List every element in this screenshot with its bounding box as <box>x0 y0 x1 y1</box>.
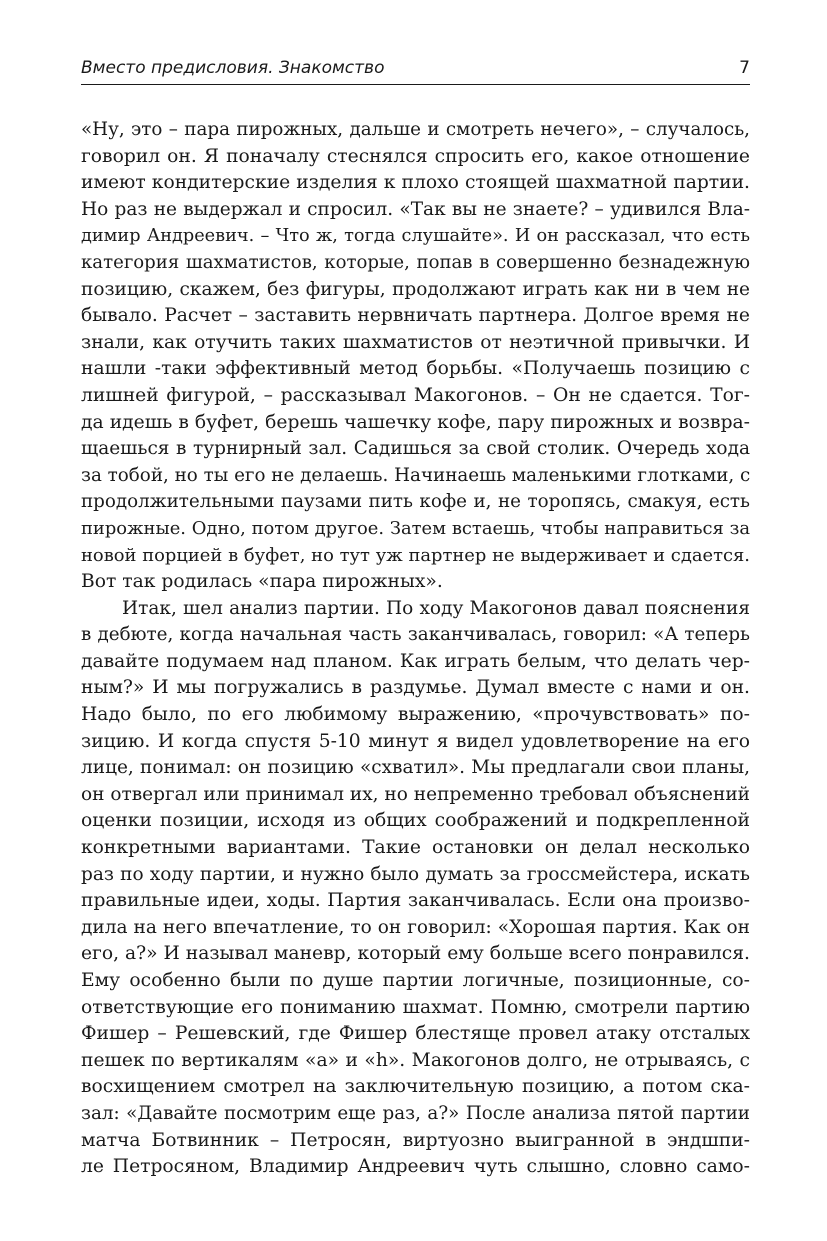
text-line: говорил он. Я поначалу стеснялся спросить его, какое отношение <box>81 145 750 167</box>
text-line: дила на него впечатление, то он говорил: «Хорошая партия. Как он <box>81 916 750 938</box>
text-line: ле Петросяном, Владимир Андреевич чуть слышно, словно само- <box>81 1156 750 1178</box>
text-line: в дебюте, когда начальная часть заканчивалась, говорил: «А теперь <box>81 624 750 646</box>
running-title: Вместо предисловия. Знакомство <box>81 58 385 78</box>
text-line: ответствующие его пониманию шахмат. Помню, смотрели партию <box>81 996 750 1018</box>
text-line: Итак, шел анализ партии. По ходу Макогонов давал пояснения <box>122 597 750 619</box>
text-line: за тобой, но ты его не делаешь. Начинаешь маленькими глотками, с <box>81 464 750 486</box>
text-line: его, а?» И называл маневр, который ему больше всего понравился. <box>81 943 750 965</box>
text-line: матча Ботвинник – Петросян, виртуозно выигранной в эндшпи- <box>81 1129 750 1151</box>
text-line: Надо было, по его любимому выражению, «прочувствовать» по- <box>81 704 750 726</box>
text-line: да идешь в буфет, берешь чашечку кофе, пару пирожных и возвра- <box>81 411 750 433</box>
text-line: лишней фигурой, – рассказывал Макогонов. – Он не сдается. Тог- <box>81 384 750 406</box>
text-line: бывало. Расчет – заставить нервничать партнера. Долгое время не <box>81 305 750 327</box>
text-line: продолжительными паузами пить кофе и, не торопясь, смакуя, есть <box>81 491 750 513</box>
body-text <box>81 117 750 1181</box>
text-line: Вот так родилась «пара пирожных». <box>81 571 443 593</box>
text-line: «Ну, это – пара пирожных, дальше и смотреть нечего», – случалось, <box>81 119 750 140</box>
text-line: Фишер – Решевский, где Фишер блестяще провел атаку отсталых <box>81 1023 750 1045</box>
text-line: щаешься в турнирный зал. Садишься за свой столик. Очередь хода <box>81 438 750 460</box>
text-line: позицию, скажем, без фигуры, продолжают играть как ни в чем не <box>81 278 750 300</box>
text-line: категория шахматистов, которые, попав в совершенно безнадежную <box>81 251 750 273</box>
text-line: ным?» И мы погружались в раздумье. Думал вместе с нами и он. <box>81 677 750 699</box>
running-header <box>81 56 750 80</box>
text-line: знали, как отучить таких шахматистов от неэтичной привычки. И <box>81 331 750 353</box>
text-line: восхищением смотрел на заключительную позицию, а потом ска- <box>81 1076 750 1098</box>
page-number: 7 <box>739 58 750 78</box>
text-line: оценки позиции, исходя из общих соображений и подкрепленной <box>81 810 750 832</box>
text-line: Ему особенно были по душе партии логичные, позиционные, со- <box>81 970 750 991</box>
text-line: Но раз не выдержал и спросил. «Так вы не знаете? – удивился Вла- <box>81 198 750 220</box>
text-line: лице, понимал: он позицию «схватил». Мы предлагали свои планы, <box>81 757 750 779</box>
text-line: имеют кондитерские изделия к плохо стоящей шахматной партии. <box>81 172 750 194</box>
text-line: зицию. И когда спустя 5-10 минут я видел удовлетворение на его <box>81 730 750 752</box>
text-line: конкретными вариантами. Такие остановки он делал несколько <box>81 837 750 859</box>
text-line: правильные идеи, ходы. Партия заканчивалась. Если она произво- <box>81 890 750 912</box>
text-line: пирожные. Одно, потом другое. Затем встаешь, чтобы направиться за <box>81 517 750 539</box>
text-line: пешек по вертикалям «а» и «h». Макогонов долго, не отрываясь, с <box>81 1049 750 1071</box>
text-line: зал: «Давайте посмотрим еще раз, а?» После анализа пятой партии <box>81 1102 750 1124</box>
text-line: новой порцией в буфет, но тут уж партнер не выдерживает и сдается. <box>81 544 750 566</box>
paragraph-makogonov-anecdote <box>81 117 750 596</box>
header-rule <box>81 84 750 85</box>
paragraph-game-analysis <box>81 596 750 1181</box>
text-line: раз по ходу партии, и нужно было думать за гроссмейстера, искать <box>81 863 750 885</box>
text-line: нашли -таки эффективный метод борьбы. «Получаешь позицию с <box>81 358 750 380</box>
text-line: он отвергал или принимал их, но непременно требовал объяснений <box>81 783 750 805</box>
text-line: давайте подумаем над планом. Как играть белым, что делать чер- <box>81 650 750 672</box>
text-line: димир Андреевич. – Что ж, тогда слушайте». И он рассказал, что есть <box>81 226 750 247</box>
